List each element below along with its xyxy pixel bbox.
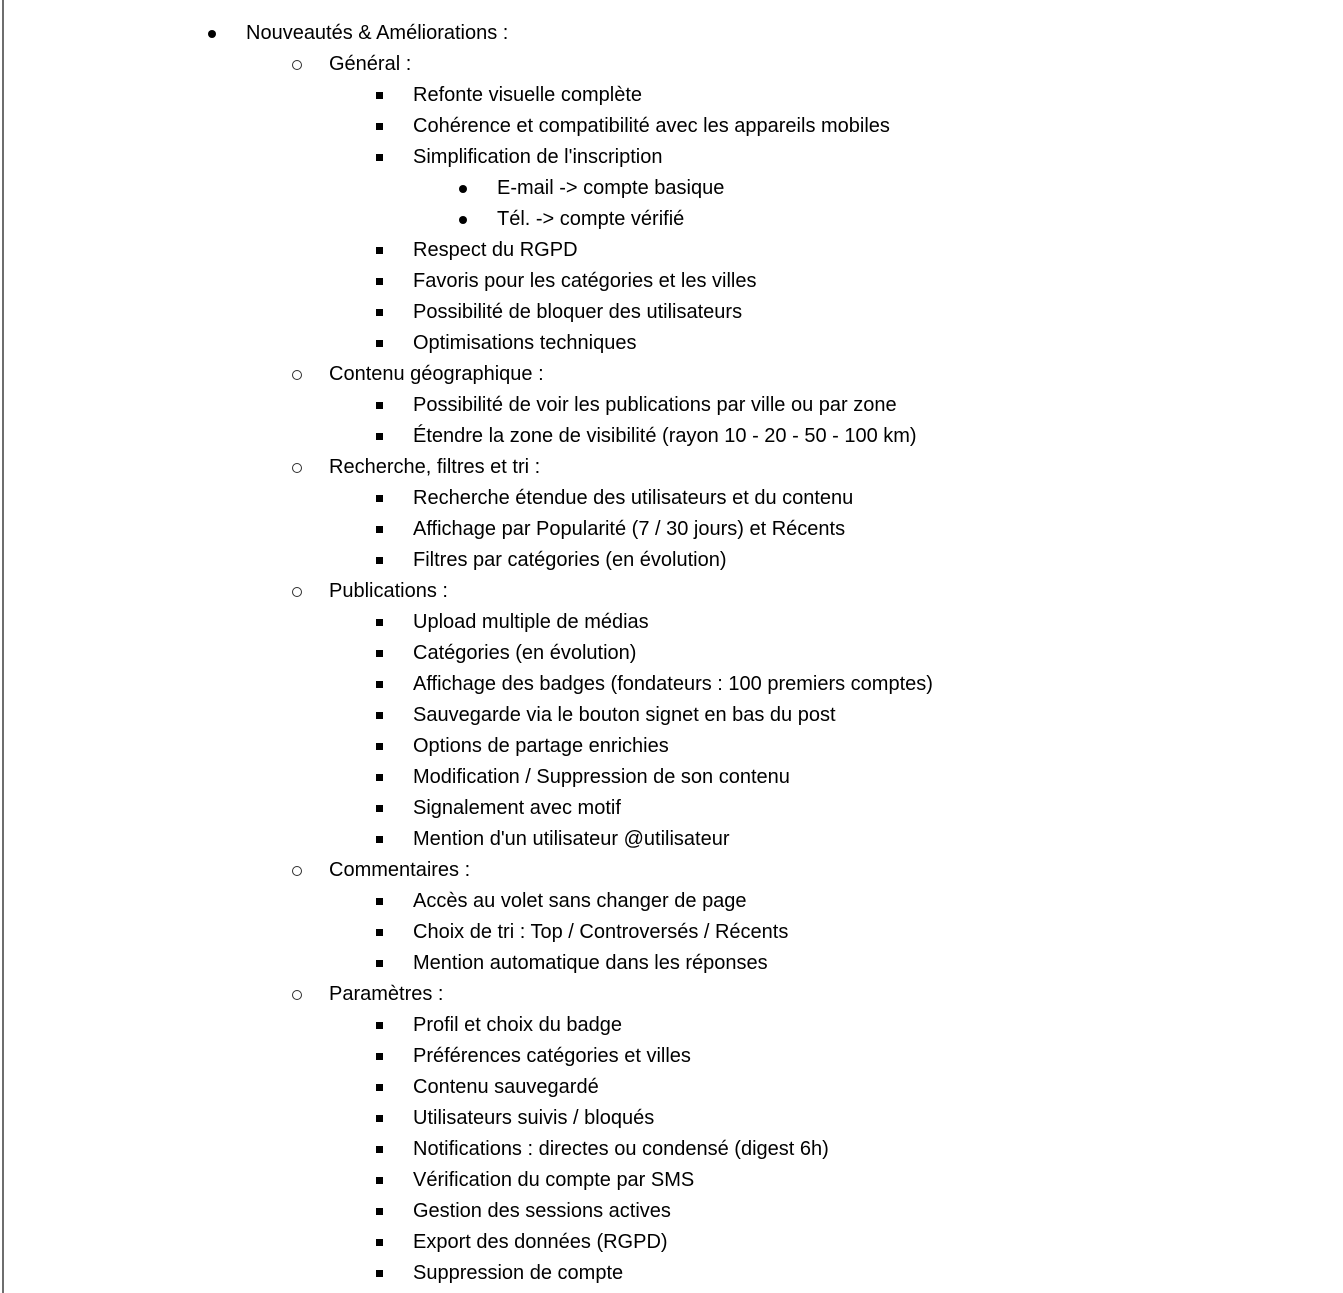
list-item-text: Sauvegarde via le bouton signet en bas du post: [413, 704, 836, 726]
square-bullet-icon: [376, 1239, 383, 1246]
list-item-text: Upload multiple de médias: [413, 611, 649, 633]
square-bullet-icon: [376, 1270, 383, 1277]
list-item-text: Signalement avec motif: [413, 797, 621, 819]
list-item-text: Étendre la zone de visibilité (rayon 10 - 20 - 50 - 100 km): [413, 425, 917, 447]
list-item-text: Optimisations techniques: [413, 332, 637, 354]
circle-bullet-icon: [292, 587, 302, 597]
list-item: [0, 421, 1343, 452]
list-item: [0, 297, 1343, 328]
list-item: [0, 483, 1343, 514]
list-item-text: Vérification du compte par SMS: [413, 1169, 695, 1191]
list-item: [0, 855, 1343, 886]
bulleted-list: [0, 18, 1343, 1289]
list-item-text: Gestion des sessions actives: [413, 1200, 671, 1222]
list-item-text: Simplification de l'inscription: [413, 146, 663, 168]
list-item: [0, 1041, 1343, 1072]
list-item-text: Favoris pour les catégories et les villes: [413, 270, 757, 292]
list-item-text: Publications :: [329, 580, 448, 602]
list-item: [0, 700, 1343, 731]
list-item-text: Affichage par Popularité (7 / 30 jours) et Récents: [413, 518, 846, 540]
square-bullet-icon: [376, 526, 383, 533]
list-item: [0, 1010, 1343, 1041]
disc-bullet-icon: [208, 30, 216, 38]
list-item-text: Catégories (en évolution): [413, 642, 637, 664]
disc-bullet-icon: [459, 185, 467, 193]
square-bullet-icon: [376, 123, 383, 130]
square-bullet-icon: [376, 805, 383, 812]
list-item-text: Utilisateurs suivis / bloqués: [413, 1107, 655, 1129]
list-item: [0, 1072, 1343, 1103]
list-item: [0, 1227, 1343, 1258]
list-item-text: Notifications : directes ou condensé (digest 6h): [413, 1138, 829, 1160]
square-bullet-icon: [376, 1177, 383, 1184]
square-bullet-icon: [376, 557, 383, 564]
square-bullet-icon: [376, 1146, 383, 1153]
list-item: [0, 1165, 1343, 1196]
list-item-text: Suppression de compte: [413, 1262, 624, 1284]
list-item: [0, 204, 1343, 235]
square-bullet-icon: [376, 712, 383, 719]
list-item-text: Mention d'un utilisateur @utilisateur: [413, 828, 730, 850]
list-item: [0, 173, 1343, 204]
list-item-text: Affichage des badges (fondateurs : 100 premiers comptes): [413, 673, 933, 695]
list-item: [0, 142, 1343, 173]
list-item-text: Refonte visuelle complète: [413, 84, 643, 106]
list-item: [0, 328, 1343, 359]
list-item: [0, 1196, 1343, 1227]
list-item-text: Choix de tri : Top / Controversés / Récents: [413, 921, 789, 943]
square-bullet-icon: [376, 681, 383, 688]
square-bullet-icon: [376, 1053, 383, 1060]
list-item-text: Options de partage enrichies: [413, 735, 669, 757]
list-item-text: Possibilité de voir les publications par ville ou par zone: [413, 394, 897, 416]
list-item-text: Préférences catégories et villes: [413, 1045, 691, 1067]
list-item-text: Contenu géographique :: [329, 363, 544, 385]
list-item-text: E-mail -> compte basique: [497, 177, 725, 199]
square-bullet-icon: [376, 619, 383, 626]
list-item-text: Nouveautés & Améliorations :: [246, 22, 509, 44]
list-item: [0, 80, 1343, 111]
list-item: [0, 514, 1343, 545]
list-item: [0, 948, 1343, 979]
list-item-text: Général :: [329, 53, 412, 75]
list-item-text: Modification / Suppression de son contenu: [413, 766, 790, 788]
square-bullet-icon: [376, 433, 383, 440]
list-item: [0, 607, 1343, 638]
list-item: [0, 49, 1343, 80]
square-bullet-icon: [376, 1022, 383, 1029]
list-item: [0, 824, 1343, 855]
list-item-text: Recherche, filtres et tri :: [329, 456, 541, 478]
list-item: [0, 266, 1343, 297]
list-item: [0, 638, 1343, 669]
list-item-text: Possibilité de bloquer des utilisateurs: [413, 301, 743, 323]
circle-bullet-icon: [292, 60, 302, 70]
circle-bullet-icon: [292, 463, 302, 473]
list-item-text: Tél. -> compte vérifié: [497, 208, 685, 230]
list-item: [0, 917, 1343, 948]
square-bullet-icon: [376, 960, 383, 967]
square-bullet-icon: [376, 247, 383, 254]
list-item: [0, 1103, 1343, 1134]
square-bullet-icon: [376, 743, 383, 750]
list-item-text: Contenu sauvegardé: [413, 1076, 599, 1098]
list-item: [0, 545, 1343, 576]
list-item-text: Respect du RGPD: [413, 239, 578, 261]
list-item: [0, 235, 1343, 266]
list-item: [0, 669, 1343, 700]
square-bullet-icon: [376, 154, 383, 161]
square-bullet-icon: [376, 650, 383, 657]
list-item-text: Cohérence et compatibilité avec les appareils mobiles: [413, 115, 890, 137]
list-item: [0, 886, 1343, 917]
list-item-text: Paramètres :: [329, 983, 444, 1005]
square-bullet-icon: [376, 774, 383, 781]
square-bullet-icon: [376, 402, 383, 409]
circle-bullet-icon: [292, 990, 302, 1000]
list-item-text: Accès au volet sans changer de page: [413, 890, 747, 912]
list-item: [0, 111, 1343, 142]
list-item: [0, 390, 1343, 421]
square-bullet-icon: [376, 836, 383, 843]
list-item-text: Recherche étendue des utilisateurs et du contenu: [413, 487, 854, 509]
list-item: [0, 1258, 1343, 1289]
list-item-text: Export des données (RGPD): [413, 1231, 668, 1253]
list-item: [0, 18, 1343, 49]
square-bullet-icon: [376, 929, 383, 936]
square-bullet-icon: [376, 1115, 383, 1122]
list-item: [0, 1134, 1343, 1165]
list-item-text: Mention automatique dans les réponses: [413, 952, 768, 974]
square-bullet-icon: [376, 309, 383, 316]
list-item: [0, 731, 1343, 762]
list-item: [0, 359, 1343, 390]
list-item-text: Profil et choix du badge: [413, 1014, 623, 1036]
list-item: [0, 793, 1343, 824]
disc-bullet-icon: [459, 216, 467, 224]
square-bullet-icon: [376, 278, 383, 285]
circle-bullet-icon: [292, 370, 302, 380]
square-bullet-icon: [376, 1208, 383, 1215]
list-item: [0, 452, 1343, 483]
square-bullet-icon: [376, 495, 383, 502]
square-bullet-icon: [376, 898, 383, 905]
square-bullet-icon: [376, 1084, 383, 1091]
list-item: [0, 979, 1343, 1010]
list-item: [0, 576, 1343, 607]
circle-bullet-icon: [292, 866, 302, 876]
square-bullet-icon: [376, 92, 383, 99]
list-item-text: Commentaires :: [329, 859, 471, 881]
square-bullet-icon: [376, 340, 383, 347]
list-item: [0, 762, 1343, 793]
list-item-text: Filtres par catégories (en évolution): [413, 549, 727, 571]
